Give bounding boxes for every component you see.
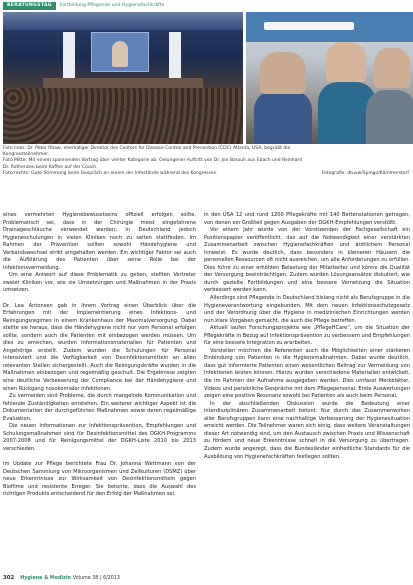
hall-ceiling [3, 12, 243, 30]
journal-name: Hygiene & Medizin [20, 575, 71, 581]
paragraph: Um eine Antwort auf diese Problematik zu geben, stellten Vertreter zweier Kliniken vor, wie sie Umsetzungen und Maßnahmen in der Praxis umsetzen. [3, 272, 196, 294]
infostand-photo [246, 12, 413, 144]
page-footer [3, 574, 411, 582]
paragraph: Allerdings sind Pflegende in Deutschland bislang nicht als Berufsgruppe in die Hygieneverantwortung eingebunden. Mit dem neuen Infektionsschutzgesetz und der Verordnung über die Hygiene in medizinischen Einrichtungen werden nun klare Vorgaben gemacht, die auch die Pflege betreffen. [204, 295, 410, 324]
caption-line: Foto Mitte: Mit einem spannenden Vortrag über vierter Kategorie ab. Gelungener Auftritt von Dr. Jon Barouh aus Ebach und Reinhard [3, 158, 303, 164]
paragraph: In der abschließenden Diskussion wurde die Bedeutung einer interdisziplinären Zusammenarbeit betont. Nur durch das Zusammenwirken aller Berufsgruppen kann eine nachhaltige Verbesserung der Hygienesituation erreicht werden. Die Teilnehmer waren sich einig, dass weitere Veranstaltungen dieser Art notwendig sind, um den Austausch zwischen Praxis und Wissenschaft zu fördern und neue Erkenntnisse schnell in die Versorgung zu übertragen. Zudem wurde angeregt, dass die Bundesländer einheitliche Standards für die Ausbildung von Hygienefachkräften festlegen sollten. [204, 400, 410, 460]
person-head [374, 48, 410, 88]
section-label: BERATUNGSTAG [3, 2, 56, 10]
person-head [326, 42, 366, 82]
paragraph: Dr. Lea Antonsen gab in ihrem Vortrag einen Überblick über die Erfahrungen mit der Implementierung eines Infektions- und Reinigungsregimes in einem Krankenhaus der Maximalversorgung. Dabei stellte sie heraus, dass die Händehygiene nicht nur vom Personal erfolgen sollte, sondern auch die Patienten mit einbezogen werden müssen. Um dies zu erreichen, wurden Informationsmaterialien für Patienten und Angehörige erstellt. Zudem wurden die Schulungen für Personal intensiviert und die Verfügbarkeit von Desinfektionsmitteln an allen relevanten Stellen sichergestellt. Auch die Reinigungskräfte wurden in die Maßnahmen einbezogen und regelmäßig geschult. Die Ergebnisse zeigten eine deutliche Verbesserung der Compliance bei der Händehygiene und einen Rückgang nosokomialer Infektionen. [3, 302, 196, 392]
article-column-left [3, 212, 196, 499]
paragraph: Vor einem Jahr wurde von der Vorsitzenden der Fachgesellschaft ein Positionspapier veröffentlicht, das auf die Notwendigkeit einer verstärkten Zusammenarbeit zwischen Hygienefachkräften und ärztlichem Personal hinweist. Es wurde deutlich, dass besonders in kleineren Häusern die personellen Ressourcen oft nicht ausreichen, um alle Anforderungen zu erfüllen. Dies führe zu einer erhöhten Belastung der Mitarbeiter und könne die Qualität der Versorgung beeinträchtigen. Zudem wurden Lösungsansätze diskutiert, wie durch gezielte Fortbildungen und eine bessere Vernetzung die Situation verbessert werden kann. [204, 227, 410, 294]
projection-screen [91, 32, 149, 72]
photo-captions [3, 146, 411, 177]
section-subtitle: Fortbildung Pflegende und Hygienefachkräfte [59, 3, 165, 8]
paragraph: in den USA 12 und rund 1200 Pflegekräfte mit 140 Bettenstationen getragen, von denen ein Großteil gegen Ausgaben der DGKH-Empfehlungen verstößt. [204, 212, 410, 226]
page-number: 302 [3, 575, 15, 581]
booth-banner [246, 12, 413, 42]
caption-line: Foto rechts: Gute Stimmung beim Gespräch an einem der Infostände während des Kongresses. [3, 170, 218, 176]
paragraph: Vorstellen möchten die Referenten auch die Möglichkeiten einer stärkeren Einbindung von Patienten in die Hygienemaßnahmen. Dabei wurde deutlich, dass gut informierte Patienten einen wesentlichen Beitrag zur Vermeidung von Infektionen leisten können. Hierzu wurden verschiedene Materialien entwickelt, die im Rahmen der Aufnahme ausgegeben werden. Dies umfasst Merkblätter, Videos und persönliche Gespräche mit dem Pflegepersonal. Erste Auswertungen zeigen eine positive Resonanz sowohl bei Patienten als auch beim Personal. [204, 347, 410, 400]
article-column-right [204, 212, 410, 461]
speaker-on-screen [112, 41, 128, 67]
paragraph: Aktuell laufen Forschungsprojekte wie „PflegeHCare“, um die Situation der Pflegekräfte in Bezug auf Infektionsprävention zu verbessern und Empfehlungen für eine bessere Integration zu erarbeiten. [204, 325, 410, 347]
paragraph: Die neuen Informationen zur Infektionsprävention, Empfehlungen und Schulungsmaßnahmen sind für Desinfektionsmittel des DGKH-Programms 2007-2008 und für Reinigungsmittel der DGKH-Liste 2010 bis 2013 verschieden. [3, 423, 196, 452]
conference-hall-photo [3, 12, 243, 144]
person-shirt [254, 90, 312, 144]
person-shirt [366, 90, 413, 144]
photo-credit: Fotografie: dtuvw/Spingo/Kämmerstorf [321, 170, 409, 176]
journal-issue: Volume 38 | 6/2013 [72, 575, 120, 581]
paragraph: Zu vermeiden sind Probleme, die durch mangelnde Kommunikation und fehlende Zuständigkeiten entstehen. Ein weiterer wichtiger Aspekt ist die Dokumentation der durchgeführten Maßnahmen sowie deren regelmäßige Evaluation. [3, 393, 196, 422]
audience [3, 88, 243, 144]
stage [43, 78, 203, 88]
caption-line: Foto links: Dr. Peter Rhaw, ehemaliger Direktor des Centers for Disease Control and Prevention (CDC) Atlanta, USA, begrüßt die [3, 146, 291, 151]
caption-line: Kongressteilnehmer. [3, 152, 49, 158]
page-header [0, 0, 413, 12]
paragraph: eines vermehrten Hygienebewusstseins offiziell erfolgen sollte. Problematisch sei, dass in der Chirurgie meist eingefahrene Drainageschläuche verwendet werden, in Deutschland jedoch Hygieneschulungen in vielen Kliniken noch zu selten stattfinden. Im Rahmen der Prävention sollten sowohl Händehygiene und Verbandswechsel strikt eingehalten werden. Ein wichtiger Faktor sei auch die Aufklärung des Patienten über seine Rolle bei der Infektionsvermeidung. [3, 212, 196, 271]
caption-line: Dr. Rothenzen beim Kaffee auf der Couch. [3, 164, 98, 170]
person-head [260, 52, 306, 94]
booth-banner-text [264, 22, 354, 30]
paragraph: Im Update zur Pflege berichtete Frau Dr. Johanna Wettmann von der Deutschen Sammlung von Mikroorganismen und Zellkulturen (DSMZ) über neue Erkenntnisse zur Wirksamkeit von Desinfektionsmitteln gegen Biofilme und resistente Erreger. Sie betonte, dass die Auswahl des richtigen Produkts entscheidend für den Erfolg der Maßnahmen sei. [3, 460, 196, 498]
section-tag [3, 2, 164, 10]
